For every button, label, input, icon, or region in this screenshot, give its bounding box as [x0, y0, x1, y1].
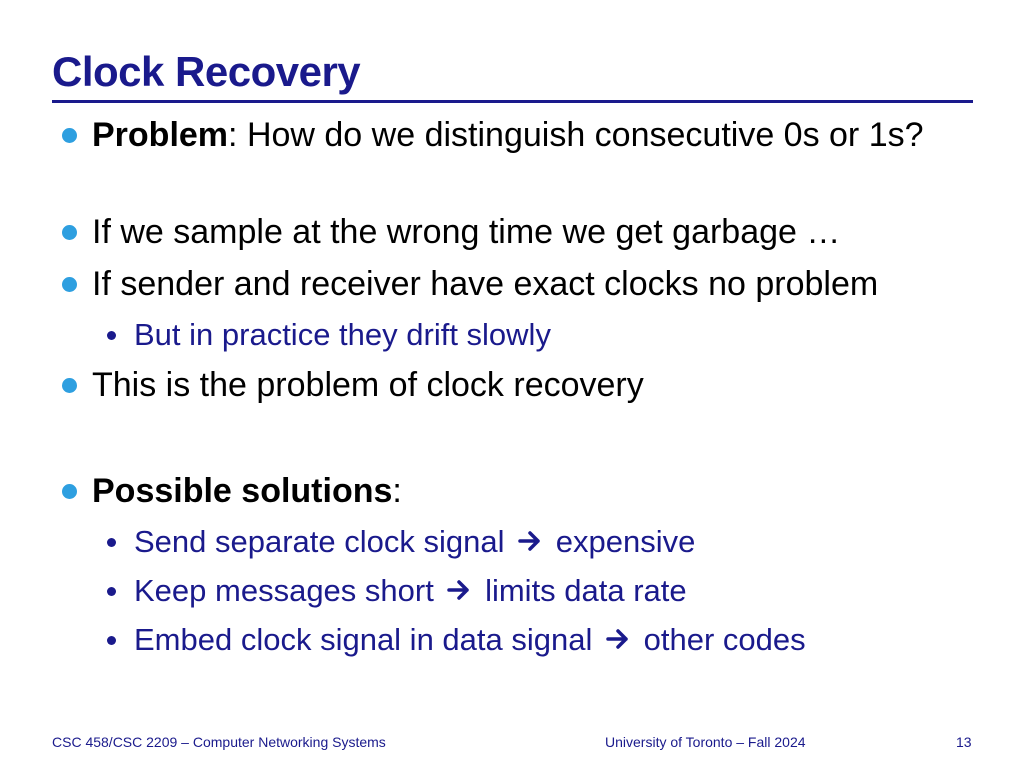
arrow-right-icon	[446, 577, 472, 603]
bullet-dot-icon	[62, 277, 77, 292]
bullet-sample-wrong-time	[92, 211, 942, 254]
subbullet-dot-icon	[107, 587, 116, 596]
bullet-dot-icon	[62, 378, 77, 393]
bullet-solutions-text: :	[392, 472, 402, 510]
subbullet-separate-clock	[134, 522, 954, 562]
bullet-exact-clocks	[92, 263, 942, 306]
subbullet-short-messages	[134, 571, 954, 611]
bullet-exact-clocks-text: If sender and receiver have exact clocks no problem	[92, 265, 879, 303]
bullet-clock-recovery	[92, 364, 942, 407]
bullet-solutions-bold: Possible solutions	[92, 472, 393, 510]
subbullet-dot-icon	[107, 538, 116, 547]
slide-title: Clock Recovery	[52, 48, 361, 95]
subbullet-dot-icon	[107, 331, 116, 340]
subbullet-drift-text: But in practice they drift slowly	[134, 317, 551, 352]
subbullet-right-text: other codes	[643, 622, 806, 657]
bullet-dot-icon	[62, 484, 77, 499]
bullet-clock-recovery-text: This is the problem of clock recovery	[92, 366, 644, 404]
subbullet-left-text: Embed clock signal in data signal	[134, 622, 593, 657]
bullet-problem-bold: Problem	[92, 116, 229, 154]
subbullet-right-text: expensive	[555, 524, 696, 559]
subbullet-left-text: Keep messages short	[134, 573, 434, 608]
footer-course: CSC 458/CSC 2209 – Computer Networking Systems	[52, 734, 386, 750]
bullet-possible-solutions	[92, 470, 942, 513]
arrow-right-icon	[605, 626, 631, 652]
footer-page-number: 13	[956, 734, 972, 750]
subbullet-drift	[134, 315, 954, 355]
subbullet-left-text: Send separate clock signal	[134, 524, 505, 559]
subbullet-right-text: limits data rate	[485, 573, 687, 608]
bullet-sample-text: If we sample at the wrong time we get garbage …	[92, 213, 841, 251]
arrow-right-icon	[517, 528, 543, 554]
subbullet-dot-icon	[107, 636, 116, 645]
footer-institution: University of Toronto – Fall 2024	[605, 734, 806, 750]
bullet-problem	[92, 114, 942, 157]
subbullet-embed-clock	[134, 620, 954, 660]
bullet-dot-icon	[62, 128, 77, 143]
bullet-dot-icon	[62, 225, 77, 240]
bullet-problem-text: : How do we distinguish consecutive 0s or 1s?	[228, 116, 924, 154]
